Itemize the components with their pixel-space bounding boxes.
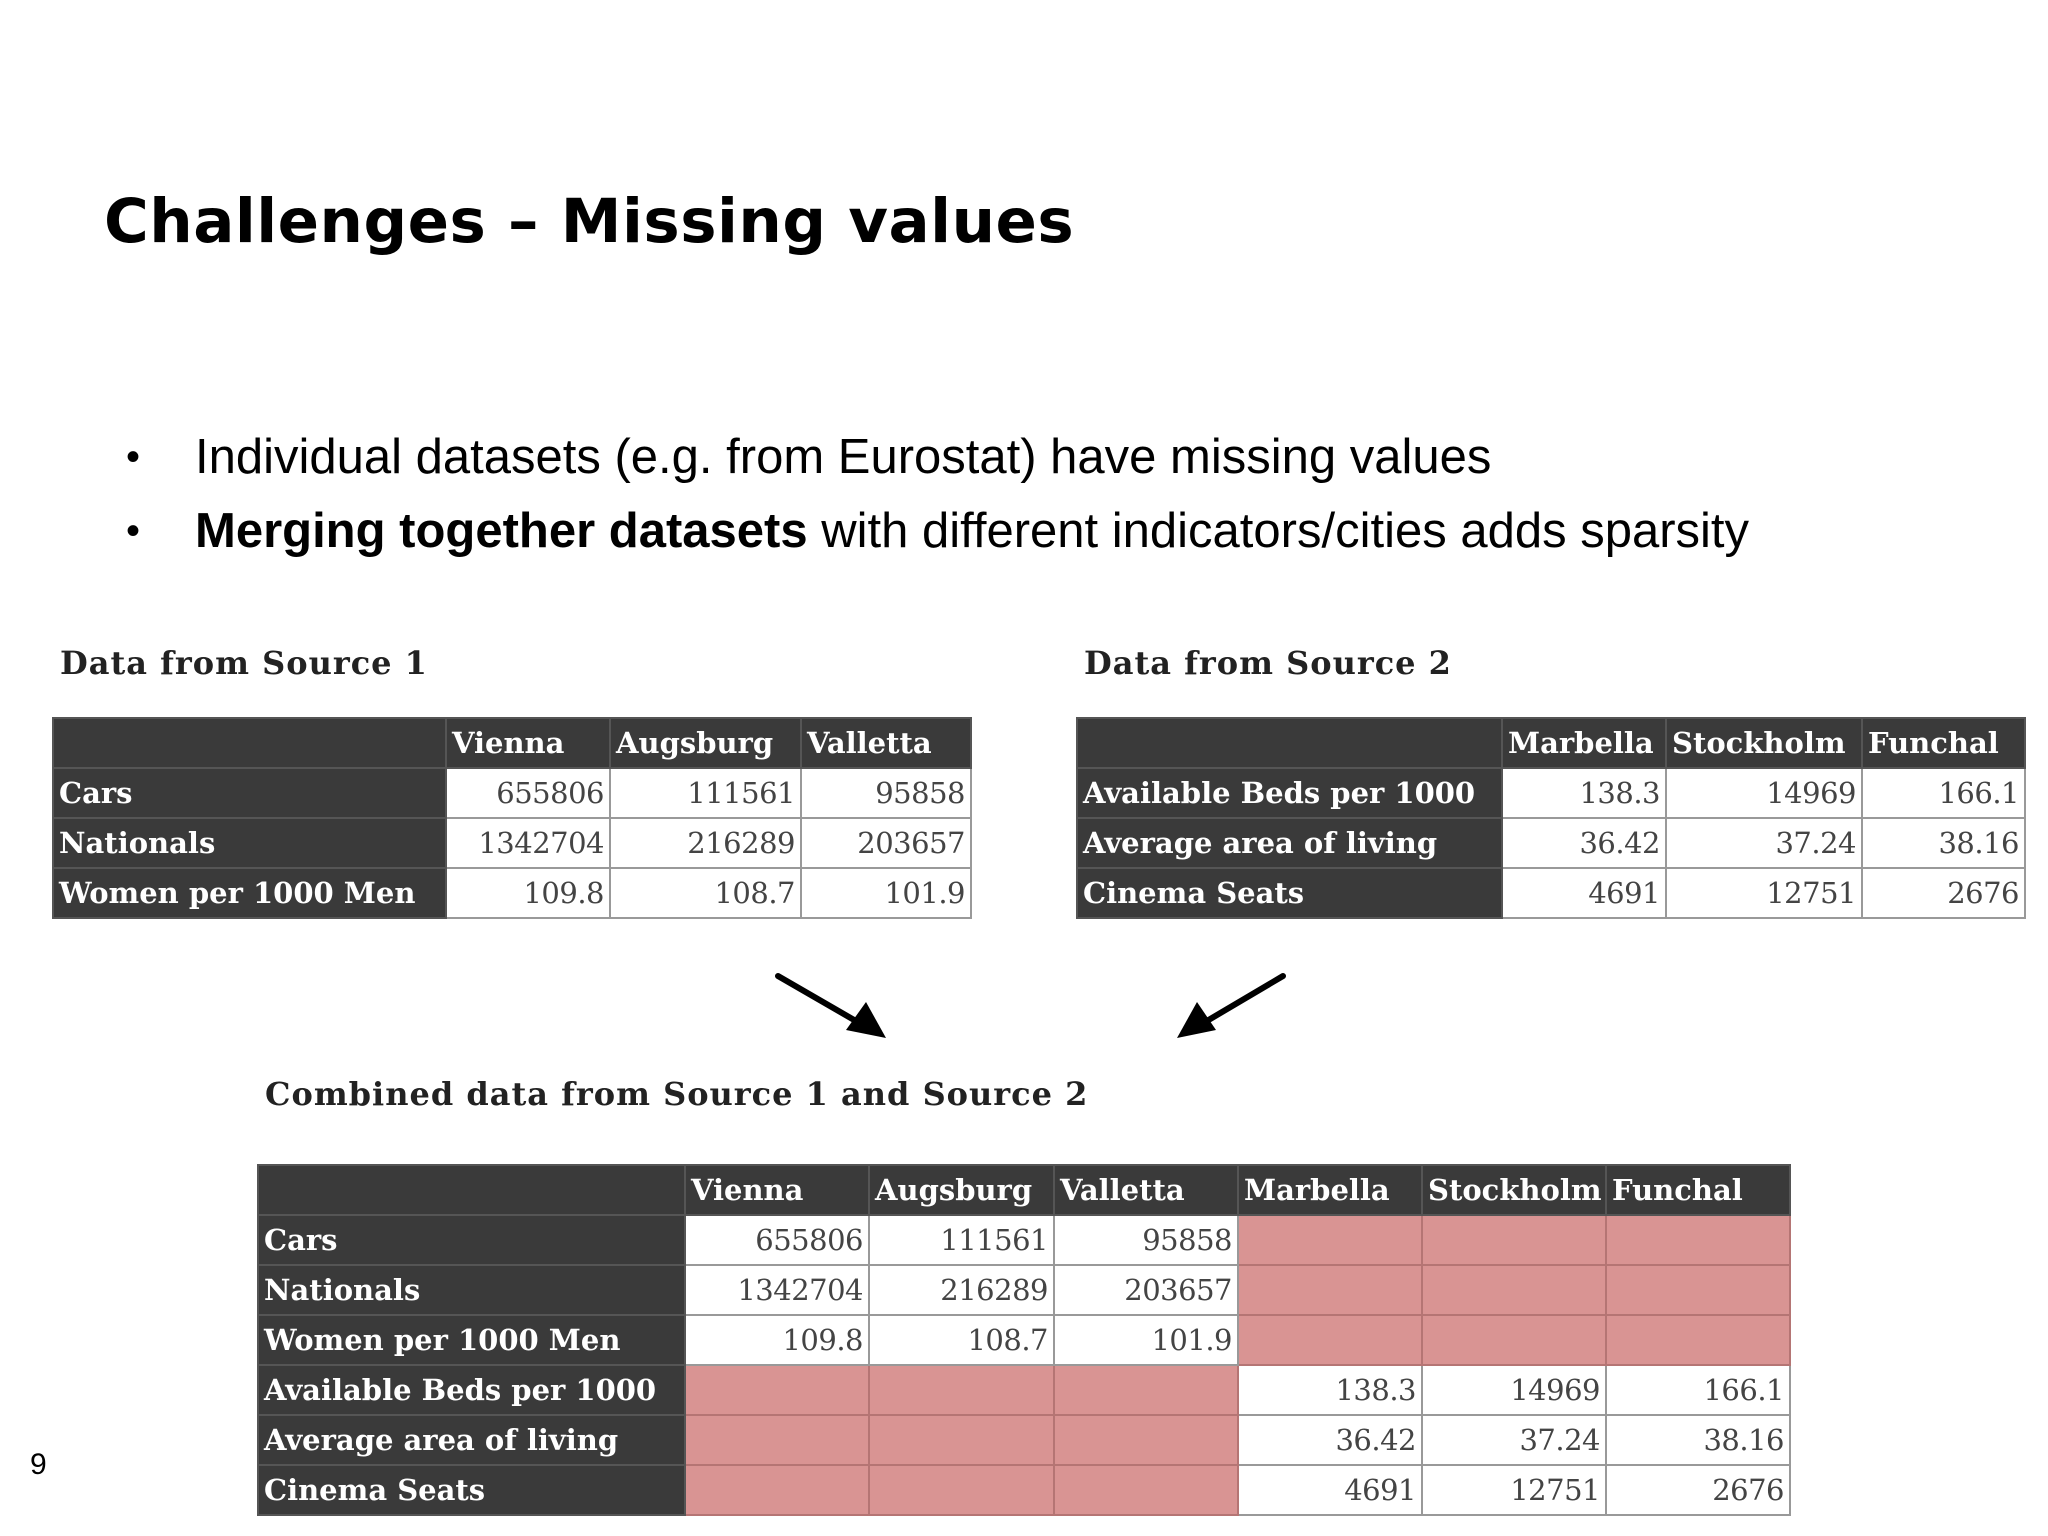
column-header: Augsburg — [869, 1165, 1054, 1215]
table-cell: 108.7 — [869, 1315, 1054, 1365]
missing-value-cell — [869, 1465, 1054, 1515]
combined-table-body — [258, 1165, 1790, 1515]
table-cell: 216289 — [869, 1265, 1054, 1315]
table-cell: 166.1 — [1606, 1365, 1790, 1415]
arrow-right-down-icon — [778, 976, 886, 1038]
table-row — [258, 1265, 1790, 1315]
combined-table — [257, 1164, 1791, 1516]
page-number: 9 — [30, 1448, 47, 1481]
table-cell: 12751 — [1422, 1465, 1606, 1515]
column-header: Vienna — [685, 1165, 869, 1215]
table-cell: 95858 — [1054, 1215, 1238, 1265]
table-cell: 2676 — [1862, 868, 2025, 918]
table-cell: 101.9 — [1054, 1315, 1238, 1365]
table-row — [258, 1415, 1790, 1465]
column-header: Vienna — [446, 718, 610, 768]
table-cell: 36.42 — [1502, 818, 1666, 868]
table-cell: 14969 — [1422, 1365, 1606, 1415]
table-cell: 203657 — [1054, 1265, 1238, 1315]
table-cell: 138.3 — [1238, 1365, 1422, 1415]
table-cell: 37.24 — [1422, 1415, 1606, 1465]
corner-cell — [258, 1165, 685, 1215]
table-cell: 108.7 — [610, 868, 801, 918]
column-header: Funchal — [1862, 718, 2025, 768]
column-header: Augsburg — [610, 718, 801, 768]
missing-value-cell — [685, 1415, 869, 1465]
table-cell: 203657 — [801, 818, 971, 868]
missing-value-cell — [1422, 1265, 1606, 1315]
missing-value-cell — [1606, 1265, 1790, 1315]
table-row — [258, 1365, 1790, 1415]
missing-value-cell — [1606, 1215, 1790, 1265]
table-cell: 38.16 — [1862, 818, 2025, 868]
missing-value-cell — [1238, 1215, 1422, 1265]
missing-value-cell — [1054, 1415, 1238, 1465]
column-header: Funchal — [1606, 1165, 1790, 1215]
row-header: Cinema Seats — [258, 1465, 685, 1515]
missing-value-cell — [685, 1465, 869, 1515]
table-cell: 655806 — [446, 768, 610, 818]
row-header: Cars — [53, 768, 446, 818]
table-cell: 166.1 — [1862, 768, 2025, 818]
missing-value-cell — [1422, 1315, 1606, 1365]
source2-caption: Data from Source 2 — [1084, 644, 1452, 682]
table-row — [258, 1465, 1790, 1515]
table-cell: 14969 — [1666, 768, 1862, 818]
row-header: Cinema Seats — [1077, 868, 1502, 918]
table-cell: 111561 — [610, 768, 801, 818]
column-header: Stockholm — [1422, 1165, 1606, 1215]
row-header: Women per 1000 Men — [258, 1315, 685, 1365]
table-cell: 1342704 — [685, 1265, 869, 1315]
column-header: Stockholm — [1666, 718, 1862, 768]
bullet-text: with different indicators/cities adds sparsity — [807, 504, 1750, 558]
table-cell: 36.42 — [1238, 1415, 1422, 1465]
column-header: Marbella — [1502, 718, 1666, 768]
row-header: Cars — [258, 1215, 685, 1265]
row-header: Average area of living — [258, 1415, 685, 1465]
combined-caption: Combined data from Source 1 and Source 2 — [265, 1075, 1089, 1113]
table-cell: 1342704 — [446, 818, 610, 868]
table-cell: 138.3 — [1502, 768, 1666, 818]
missing-value-cell — [1422, 1215, 1606, 1265]
row-header: Available Beds per 1000 — [258, 1365, 685, 1415]
column-header: Valletta — [1054, 1165, 1238, 1215]
table-cell: 111561 — [869, 1215, 1054, 1265]
missing-value-cell — [1054, 1365, 1238, 1415]
table-cell: 109.8 — [685, 1315, 869, 1365]
table-cell: 655806 — [685, 1215, 869, 1265]
row-header: Nationals — [258, 1265, 685, 1315]
table-cell: 12751 — [1666, 868, 1862, 918]
table-cell: 216289 — [610, 818, 801, 868]
source1-caption: Data from Source 1 — [60, 644, 428, 682]
missing-value-cell — [1238, 1265, 1422, 1315]
missing-value-cell — [1054, 1465, 1238, 1515]
missing-value-cell — [869, 1415, 1054, 1465]
table-cell: 95858 — [801, 768, 971, 818]
table-cell: 38.16 — [1606, 1415, 1790, 1465]
table-row — [258, 1315, 1790, 1365]
row-header: Women per 1000 Men — [53, 868, 446, 918]
bullet-bold-text: Merging together datasets — [195, 504, 808, 558]
table-row — [258, 1215, 1790, 1265]
slide-title: Challenges – Missing values — [104, 186, 1075, 257]
missing-value-cell — [1606, 1315, 1790, 1365]
column-header: Marbella — [1238, 1165, 1422, 1215]
bullet-dot-icon: • — [126, 509, 141, 553]
column-header: Valletta — [801, 718, 971, 768]
table-cell: 4691 — [1502, 868, 1666, 918]
bullet-dot-icon: • — [126, 435, 141, 479]
bullet-text: Individual datasets (e.g. from Eurostat) have missing values — [195, 430, 1492, 484]
table-cell: 109.8 — [446, 868, 610, 918]
missing-value-cell — [1238, 1315, 1422, 1365]
row-header: Nationals — [53, 818, 446, 868]
table-header-row — [258, 1165, 1790, 1215]
missing-value-cell — [869, 1365, 1054, 1415]
row-header: Average area of living — [1077, 818, 1502, 868]
table-cell: 4691 — [1238, 1465, 1422, 1515]
table-cell: 2676 — [1606, 1465, 1790, 1515]
arrow-left-down-icon — [1177, 976, 1283, 1038]
missing-value-cell — [685, 1365, 869, 1415]
row-header: Available Beds per 1000 — [1077, 768, 1502, 818]
table-cell: 37.24 — [1666, 818, 1862, 868]
table-cell: 101.9 — [801, 868, 971, 918]
